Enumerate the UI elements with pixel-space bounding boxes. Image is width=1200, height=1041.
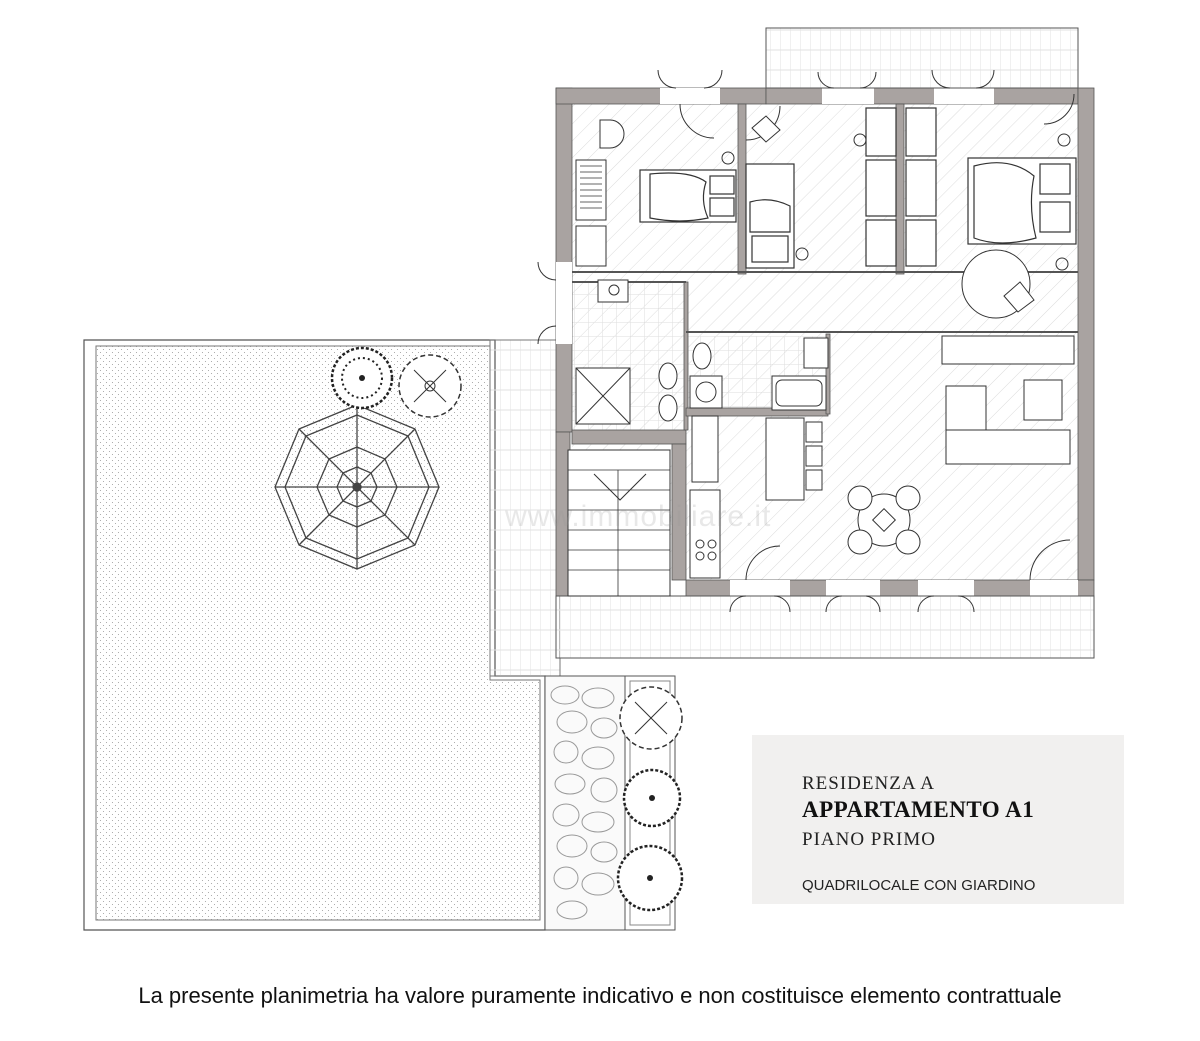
- tree-icon: [618, 846, 682, 910]
- stone-path: [545, 676, 625, 930]
- chair: [600, 120, 624, 148]
- title-block: [752, 735, 1124, 904]
- watermark: www.immobiliare.it: [505, 500, 772, 533]
- wardrobe: [576, 160, 606, 266]
- gazebo-icon: [275, 405, 439, 569]
- tree-icon: [399, 355, 461, 417]
- garden: [84, 340, 560, 930]
- apartment-name: APPARTAMENTO A1: [802, 797, 1035, 822]
- disclaimer: La presente planimetria ha valore puramente indicativo e non costituisce elemento contrattuale: [138, 983, 1062, 1008]
- tree-icon: [332, 348, 392, 408]
- shower-icon: [576, 368, 630, 424]
- table-icon: [848, 486, 920, 554]
- table-icon: [766, 418, 822, 500]
- bed-icon: [640, 170, 736, 222]
- tree-icon: [620, 687, 682, 749]
- residence-name: RESIDENZA A: [802, 773, 935, 794]
- apartment-type: QUADRILOCALE CON GIARDINO: [802, 877, 1036, 894]
- floor-name: PIANO PRIMO: [802, 829, 936, 850]
- tree-icon: [624, 770, 680, 826]
